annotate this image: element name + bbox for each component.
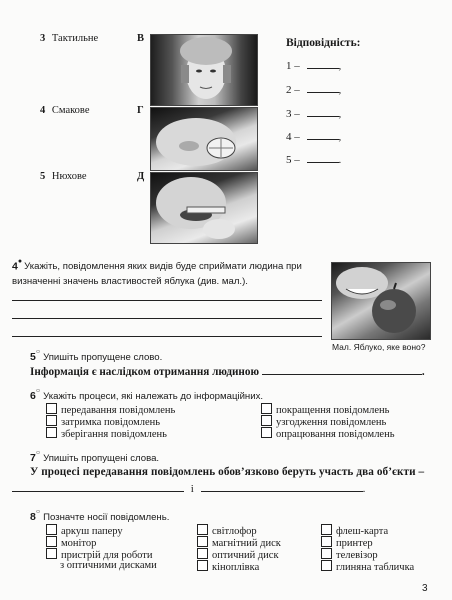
sense-item-4 <box>40 105 90 116</box>
checkbox[interactable] <box>46 403 57 414</box>
q6-option[interactable]: передавання повідомлень <box>46 403 175 416</box>
photo-taste-mouth <box>150 172 258 244</box>
q8-option[interactable]: світлофор <box>197 524 257 537</box>
sense-num: 3 <box>40 33 46 44</box>
sense-item-5 <box>40 171 87 182</box>
q5-sentence: Інформація є наслідком отримання людиною . <box>30 366 425 378</box>
photo-letter-v: В <box>137 33 145 44</box>
answer-field-5[interactable] <box>307 162 339 163</box>
sense-label: Нюхове <box>51 171 87 182</box>
checkbox[interactable] <box>261 415 272 426</box>
checkbox[interactable] <box>46 524 57 535</box>
checkbox[interactable] <box>46 548 57 559</box>
question-7 <box>30 448 159 466</box>
checkbox[interactable] <box>261 427 272 438</box>
photo-apple <box>331 262 431 340</box>
checkbox[interactable] <box>46 536 57 547</box>
question-instruction: Укажіть процеси, які належать до інформаційних. <box>43 391 264 402</box>
q8-option[interactable]: кіноплівка <box>197 560 259 573</box>
question-instruction: Упишіть пропущене слово. <box>43 352 163 363</box>
sense-item-3 <box>40 33 98 44</box>
question-number: 6 <box>30 390 36 402</box>
q8-option[interactable]: флеш-карта <box>321 524 388 537</box>
checkbox[interactable] <box>197 560 208 571</box>
photo-letter-g: Г <box>137 105 144 116</box>
correspondence-title: Відповідність: <box>286 37 361 49</box>
q8-option[interactable]: магнітний диск <box>197 536 281 549</box>
photo-touch <box>150 34 258 106</box>
checkbox[interactable] <box>321 560 332 571</box>
question-number: 4 <box>12 260 18 273</box>
sense-label: Тактильне <box>51 33 99 44</box>
answer-field-3[interactable] <box>307 116 339 117</box>
q6-option[interactable]: опрацювання повідомлень <box>261 427 395 440</box>
q7-answer-field-2[interactable] <box>201 491 363 492</box>
difficulty-mark: ● <box>17 258 23 265</box>
checkbox[interactable] <box>261 403 272 414</box>
question-8 <box>30 507 169 525</box>
checkbox[interactable] <box>321 548 332 559</box>
correspondence-row-2: 2 – , <box>286 84 342 96</box>
difficulty-mark: ○ <box>35 449 41 457</box>
answer-field-1[interactable] <box>307 68 339 69</box>
answer-line-3[interactable] <box>12 336 322 337</box>
sense-num: 4 <box>40 105 46 116</box>
checkbox[interactable] <box>197 548 208 559</box>
q8-option[interactable]: глиняна табличка <box>321 560 414 573</box>
checkbox[interactable] <box>321 536 332 547</box>
q8-option[interactable]: оптичний диск <box>197 548 279 561</box>
difficulty-mark: ○ <box>35 348 41 356</box>
q8-option[interactable]: принтер <box>321 536 373 549</box>
difficulty-mark: ○ <box>35 508 41 516</box>
question-text: Укажіть, повідомлення яких видів буде сприймати людина при визначенні значень властивостей яблука (див. мал.). <box>12 261 302 288</box>
answer-line-1[interactable] <box>12 300 322 301</box>
correspondence-row-3: 3 – , <box>286 108 342 120</box>
question-number: 8 <box>30 511 36 523</box>
photo-taste-nose <box>150 107 258 171</box>
answer-field-2[interactable] <box>307 92 339 93</box>
photo-letter-d: Д <box>137 171 145 182</box>
checkbox[interactable] <box>197 536 208 547</box>
q8-option-continuation: з оптичними дисками <box>60 560 157 571</box>
q6-option[interactable]: затримка повідомлень <box>46 415 160 428</box>
sense-num: 5 <box>40 171 46 182</box>
correspondence-row-5: 5 – . <box>286 154 342 166</box>
checkbox[interactable] <box>321 524 332 535</box>
question-instruction: Упишіть пропущені слова. <box>43 453 160 464</box>
q8-option[interactable]: телевізор <box>321 548 378 561</box>
q6-option[interactable]: покращення повідомлень <box>261 403 389 416</box>
question-5 <box>30 347 162 365</box>
answer-line-2[interactable] <box>12 318 322 319</box>
question-4 <box>12 255 322 288</box>
checkbox[interactable] <box>46 415 57 426</box>
q7-answer-row: і . <box>12 483 365 495</box>
checkbox[interactable] <box>197 524 208 535</box>
answer-field-4[interactable] <box>307 139 339 140</box>
apple-caption: Мал. Яблуко, яке воно? <box>332 342 426 352</box>
question-instruction: Позначте носії повідомлень. <box>43 512 170 523</box>
correspondence-row-4: 4 – , <box>286 131 342 143</box>
question-6 <box>30 386 263 404</box>
sense-label: Смакове <box>51 105 90 116</box>
q8-option[interactable]: аркуш паперу <box>46 524 123 537</box>
q5-answer-field[interactable] <box>262 374 422 375</box>
correspondence-row-1: 1 – , <box>286 60 342 72</box>
q6-option[interactable]: зберігання повідомлень <box>46 427 167 440</box>
checkbox[interactable] <box>46 427 57 438</box>
q8-option[interactable]: монітор <box>46 536 96 549</box>
q7-sentence: У процесі передавання повідомлень обов’язково беруть участь два об’єкти – <box>30 466 425 478</box>
page-number: 3 <box>422 583 428 594</box>
q8-option[interactable]: пристрій для роботи <box>46 548 152 561</box>
question-number: 5 <box>30 351 36 363</box>
q6-option[interactable]: узгодження повідомлень <box>261 415 386 428</box>
difficulty-mark: ○ <box>35 387 41 395</box>
question-number: 7 <box>30 452 36 464</box>
q7-answer-field-1[interactable] <box>12 491 184 492</box>
